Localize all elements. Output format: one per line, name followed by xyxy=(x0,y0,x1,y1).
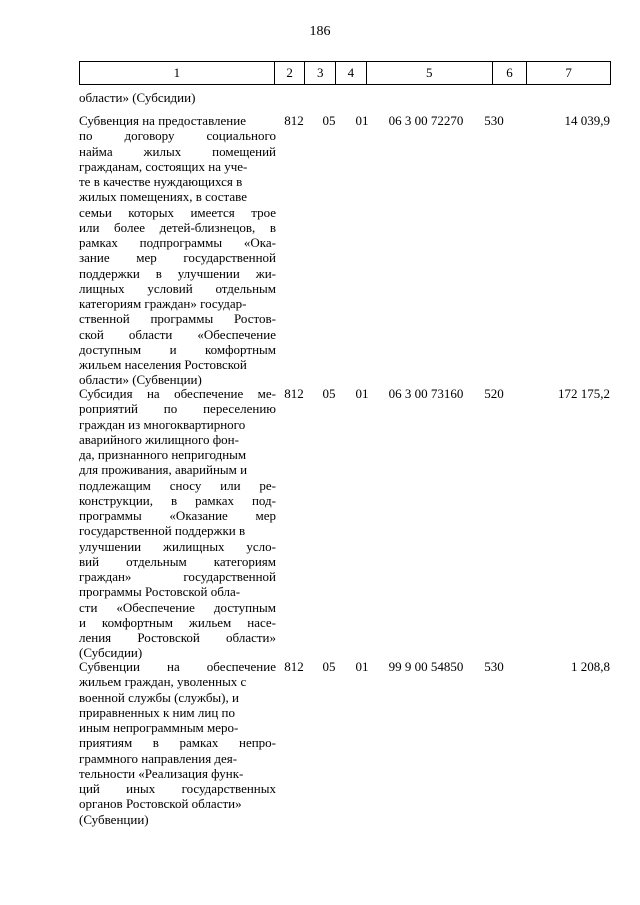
row-2-line: роприятий по переселению xyxy=(79,401,276,417)
continuation-text: области» (Субсидии) xyxy=(79,90,196,105)
row-3-line: ций иных государственных xyxy=(79,781,276,796)
row-1-col-2: 812 xyxy=(284,113,304,128)
row-3-line: приравненных к ним лиц по xyxy=(79,704,236,720)
row-2-line: ления Ростовской области» xyxy=(79,630,276,645)
table-header xyxy=(79,61,611,85)
row-2-col-5: 06 3 00 73160 xyxy=(388,386,464,401)
row-2-line: аварийного жилищного фон- xyxy=(79,431,239,447)
row-2-line: программы «Оказание мер xyxy=(79,508,276,523)
row-1-line: зание мер государственной xyxy=(79,250,276,266)
row-2-col-6: 520 xyxy=(484,386,504,401)
row-3-col-6: 530 xyxy=(484,659,504,674)
row-3-line: тельности «Реализация функ- xyxy=(79,765,244,781)
row-1-col-3: 05 xyxy=(322,113,336,128)
row-1-col-7: 14 039,9 xyxy=(564,113,610,128)
row-3-col-4: 01 xyxy=(355,659,369,674)
row-1-line: по договору социального xyxy=(79,128,276,144)
row-3-col-5: 99 9 00 54850 xyxy=(388,659,464,674)
row-1-line: доступным и комфортным xyxy=(79,341,276,357)
row-1-line: жилых помещениях, в составе xyxy=(79,189,247,205)
row-3-line: граммного направления дея- xyxy=(79,750,238,766)
row-1-line: рамках подпрограммы «Ока- xyxy=(79,235,276,250)
row-2-description xyxy=(79,386,276,661)
header-col-6: 6 xyxy=(492,62,527,85)
row-2-line: граждан» государственной xyxy=(79,569,276,584)
row-1-line: семьи которых имеется трое xyxy=(79,204,276,220)
row-1-line: категориям граждан» государ- xyxy=(79,296,247,311)
row-3-col-3: 05 xyxy=(322,659,336,674)
row-3-line: Субвенции на обеспечение xyxy=(79,659,276,674)
header-col-5: 5 xyxy=(366,62,492,85)
header-col-7: 7 xyxy=(527,62,611,85)
row-1-description xyxy=(79,113,276,388)
header-col-2: 2 xyxy=(274,62,305,85)
row-3-line: органов Ростовской области» xyxy=(79,796,242,812)
row-1-line: те в качестве нуждающихся в xyxy=(79,174,243,189)
row-2-line: улучшении жилищных усло- xyxy=(79,538,276,554)
row-2-line: да, признанного непригодным xyxy=(79,447,247,462)
row-2-col-4: 01 xyxy=(355,386,369,401)
row-1-line: жильем населения Ростовской xyxy=(79,357,247,372)
header-col-4: 4 xyxy=(336,62,367,85)
row-2-line: конструкции, в рамках под- xyxy=(79,492,276,508)
row-2-line: государственной поддержки в xyxy=(79,523,246,539)
row-1-line: поддержки в улучшении жи- xyxy=(79,265,276,281)
row-2-line: вий отдельным категориям xyxy=(79,553,276,569)
header-col-3: 3 xyxy=(305,62,336,85)
row-3-line: (Субвенции) xyxy=(79,811,149,827)
row-3-line: военной службы (службы), и xyxy=(79,689,239,705)
header-col-1: 1 xyxy=(80,62,275,85)
row-2-line: и комфортным жильем насе- xyxy=(79,614,276,630)
row-1-col-4: 01 xyxy=(355,113,369,128)
row-3-line: жильем граждан, уволенных с xyxy=(79,674,247,690)
row-1-col-5: 06 3 00 72270 xyxy=(388,113,464,128)
row-3-line: иным непрограммным меро- xyxy=(79,720,239,735)
row-3-col-7: 1 208,8 xyxy=(571,659,610,674)
row-1-line: ской области «Обеспечение xyxy=(79,326,276,342)
row-2-line: программы Ростовской обла- xyxy=(79,584,241,600)
row-2-line: сти «Обеспечение доступным xyxy=(79,599,276,615)
row-1-line: найма жилых помещений xyxy=(79,143,276,159)
row-2-col-2: 812 xyxy=(284,386,304,401)
row-2-line: для проживания, аварийным и xyxy=(79,462,248,478)
row-1-col-6: 530 xyxy=(484,113,504,128)
row-1-line: или более детей-близнецов, в xyxy=(79,219,276,235)
row-1-line: области» (Субвенции) xyxy=(79,372,202,388)
row-2-col-3: 05 xyxy=(322,386,336,401)
row-2-col-7: 172 175,2 xyxy=(558,386,610,401)
row-2-line: подлежащим сносу или ре- xyxy=(79,477,276,493)
row-1-line: Субвенция на предоставление xyxy=(79,113,246,128)
row-1-line: ственной программы Ростов- xyxy=(79,311,276,327)
row-1-line: лищных условий отдельным xyxy=(79,280,276,296)
row-2-line: Субсидия на обеспечение ме- xyxy=(79,386,276,401)
row-2-line: (Субсидии) xyxy=(79,645,143,661)
row-3-description xyxy=(79,659,276,827)
row-3-line: приятиям в рамках непро- xyxy=(79,735,276,751)
row-1-line: гражданам, состоящих на уче- xyxy=(79,158,248,174)
row-2-line: граждан из многоквартирного xyxy=(79,416,246,432)
page-number: 186 xyxy=(309,24,331,39)
row-3-col-2: 812 xyxy=(284,659,304,674)
